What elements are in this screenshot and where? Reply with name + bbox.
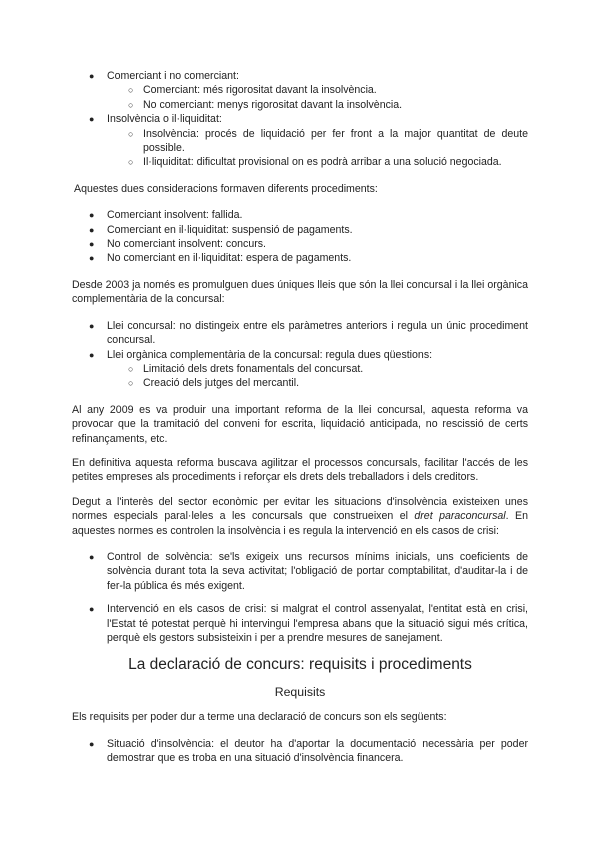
hollow-bullet-icon: ○: [128, 157, 134, 168]
list-item: ● Llei orgànica complementària de la concursal: regula dues qüestions:: [89, 348, 433, 361]
bullet-icon: ●: [89, 210, 95, 221]
hollow-bullet-icon: ○: [128, 99, 134, 110]
paragraph-definitiva: En definitiva aquesta reforma buscava agilitzar el processos concursals, facilitar l'accés de les petites empreses als procediments i reforçar els drets dels treballadors i dels creditors.: [72, 456, 528, 484]
list-item: ● Llei concursal: no distingeix entre els paràmetres anteriors i regula un únic procediment concursal.: [89, 319, 528, 347]
document-content: [72, 69, 528, 766]
paragraph-procediments: Aquestes dues consideracions formaven diferents procediments:: [74, 182, 378, 195]
list-item: ● No comerciant en il·liquiditat: espera de pagaments.: [89, 252, 352, 265]
hollow-bullet-icon: ○: [128, 85, 134, 96]
list-item: ○ Limitació dels drets fonamentals del concursat.: [128, 362, 364, 375]
bullet-icon: ●: [89, 114, 95, 125]
bullet-icon: ●: [89, 224, 95, 235]
bullet-icon: ●: [89, 239, 95, 250]
bullet-icon: ●: [89, 738, 95, 749]
list-requisits: [72, 737, 528, 766]
list-comerciant-insolvencia: [72, 69, 528, 170]
list-item: ● Comerciant insolvent: fallida.: [89, 209, 243, 222]
paragraph-2003: Desde 2003 ja només es promulguen dues úniques lleis que són la llei concursal i la llei orgànica complementària de la concursal:: [72, 278, 528, 306]
list-item: ○ Insolvència: procés de liquidació per fer front a la major quantitat de deute possible.: [128, 127, 528, 155]
list-item: ○ No comerciant: menys rigorositat davant la insolvència.: [128, 98, 403, 111]
list-item: ● Control de solvència: se'ls exigeix uns recursos mínims inicials, uns coeficients de solvència durant tota la seva activitat; l'obligació de portar comptabilitat, d'auditar-la i de fer-la pública és més exigent.: [89, 550, 528, 592]
list-item: ● Situació d'insolvència: el deutor ha d'aportar la documentació necessària per poder demostrar que es troba en una situació d'insolvència financera.: [89, 737, 528, 765]
paragraph-2009: Al any 2009 es va produir una important reforma de la llei concursal, aquesta reforma va provocar que la tramitació del conveni for escrita, liquidació anticipada, no rescissió de certs refinançaments, etc.: [72, 403, 528, 445]
paragraph-requisits: Els requisits per poder dur a terme una declaració de concurs son els següents:: [72, 711, 447, 724]
list-item: ● No comerciant insolvent: concurs.: [89, 238, 266, 251]
list-item: ● Insolvència o il·liquiditat:: [89, 113, 222, 126]
bullet-icon: ●: [89, 551, 95, 562]
bullet-icon: ●: [89, 71, 95, 81]
list-item: ● Comerciant i no comerciant:: [89, 70, 239, 82]
paragraph-degut: Degut a l'interès del sector econòmic per evitar les situacions d'insolvència existeixen unes normes especials paral·leles a les concursals que construeixen el dret paraconcursal. En aquestes normes es controlen la insolvència i es regula la intervenció en els casos de crisi:: [72, 495, 528, 537]
list-item: ● Intervenció en els casos de crisi: si malgrat el control assenyalat, l'entitat està en crisi, l'Estat té potestat perquè hi intervingui l'empresa abans que la situació sigui més crítica, perquè els gestors subsisteixin i per a prendre mesures de sanejament.: [89, 603, 528, 644]
list-procediments: [72, 208, 528, 266]
section-heading: La declaració de concurs: requisits i procediments: [128, 656, 472, 674]
bullet-icon: ●: [89, 253, 95, 264]
list-item: ○ Comerciant: més rigorositat davant la insolvència.: [128, 84, 377, 97]
list-control: [72, 550, 528, 645]
list-item: ○ Creació dels jutges del mercantil.: [128, 377, 300, 390]
list-lleis: [72, 319, 528, 391]
bullet-icon: ●: [89, 604, 95, 615]
bullet-icon: ●: [89, 349, 95, 360]
hollow-bullet-icon: ○: [128, 128, 134, 139]
list-item: ● Comerciant en il·liquiditat: suspensió de pagaments.: [89, 223, 353, 236]
hollow-bullet-icon: ○: [128, 363, 134, 374]
subsection-heading: Requisits: [274, 685, 326, 700]
list-item: ○ Il·liquiditat: dificultat provisional on es podrà arribar a una solució negociada.: [128, 156, 502, 169]
italic-term: dret paraconcursal: [414, 510, 506, 523]
bullet-icon: ●: [89, 320, 95, 331]
hollow-bullet-icon: ○: [128, 378, 134, 389]
